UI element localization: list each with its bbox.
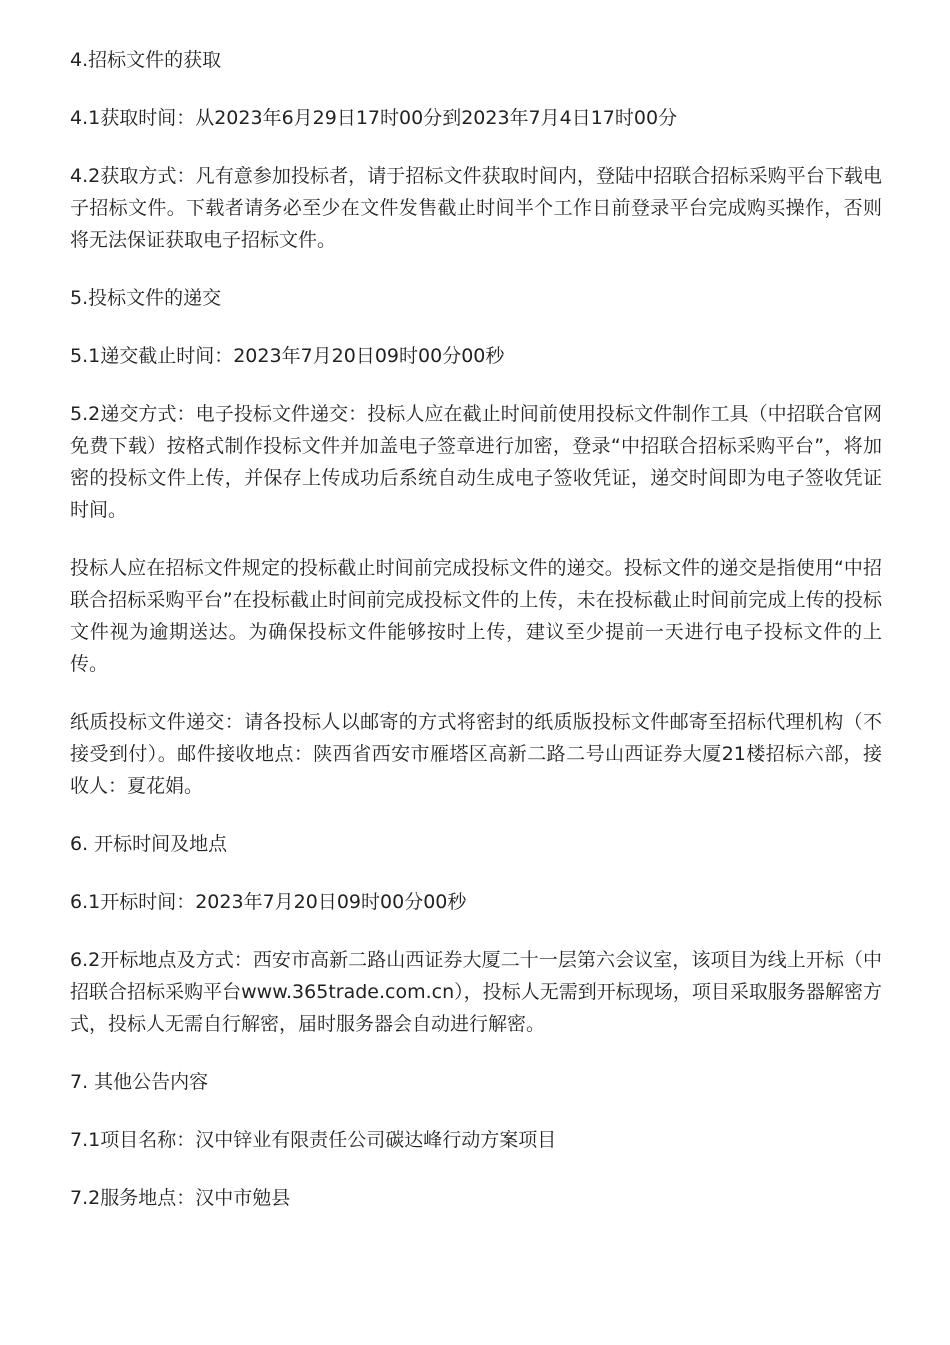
section-4-1-acquisition-time: 4.1获取时间：从2023年6月29日17时00分到2023年7月4日17时00分 [70,107,678,129]
section-6-heading: 6. 开标时间及地点 [70,833,228,855]
section-7-2-service-location: 7.2服务地点：汉中市勉县 [70,1187,291,1209]
announcement-body [70,44,882,1240]
section-7-heading: 7. 其他公告内容 [70,1071,209,1093]
section-7-1-project-name: 7.1项目名称：汉中锌业有限责任公司碳达峰行动方案项目 [70,1129,557,1151]
section-5-heading: 5.投标文件的递交 [70,287,222,309]
paper-submission-note: 纸质投标文件递交：请各投标人以邮寄的方式将密封的纸质版投标文件邮寄至招标代理机构（不接受到付）。邮件接收地点：陕西省西安市雁塔区高新二路二号山西证券大厦21楼招标六部，接收人：夏花娟。 [70,711,882,797]
section-6-2-opening-location: 6.2开标地点及方式：西安市高新二路山西证券大厦二十一层第六会议室，该项目为线上开标（中招联合招标采购平台www.365trade.com.cn），投标人无需到开标现场，项目采取服务器解密方式，投标人无需自行解密，届时服务器会自动进行解密。 [70,949,882,1035]
electronic-submission-note: 投标人应在招标文件规定的投标截止时间前完成投标文件的递交。投标文件的递交是指使用“中招联合招标采购平台”在投标截止时间前完成投标文件的上传，未在投标截止时间前完成上传的投标文件视为逾期送达。为确保投标文件能够按时上传，建议至少提前一天进行电子投标文件的上传。 [70,557,882,675]
section-4-heading: 4.招标文件的获取 [70,49,222,71]
section-4-2-acquisition-method: 4.2获取方式：凡有意参加投标者，请于招标文件获取时间内，登陆中招联合招标采购平台下载电子招标文件。下载者请务必至少在文件发售截止时间半个工作日前登录平台完成购买操作，否则将无法保证获取电子招标文件。 [70,165,882,251]
section-6-1-opening-time: 6.1开标时间：2023年7月20日09时00分00秒 [70,891,467,913]
section-5-1-submission-deadline: 5.1递交截止时间：2023年7月20日09时00分00秒 [70,345,505,367]
section-5-2-submission-method: 5.2递交方式：电子投标文件递交：投标人应在截止时间前使用投标文件制作工具（中招联合官网免费下载）按格式制作投标文件并加盖电子签章进行加密，登录“中招联合招标采购平台”，将加密的投标文件上传，并保存上传成功后系统自动生成电子签收凭证，递交时间即为电子签收凭证时间。 [70,403,882,521]
